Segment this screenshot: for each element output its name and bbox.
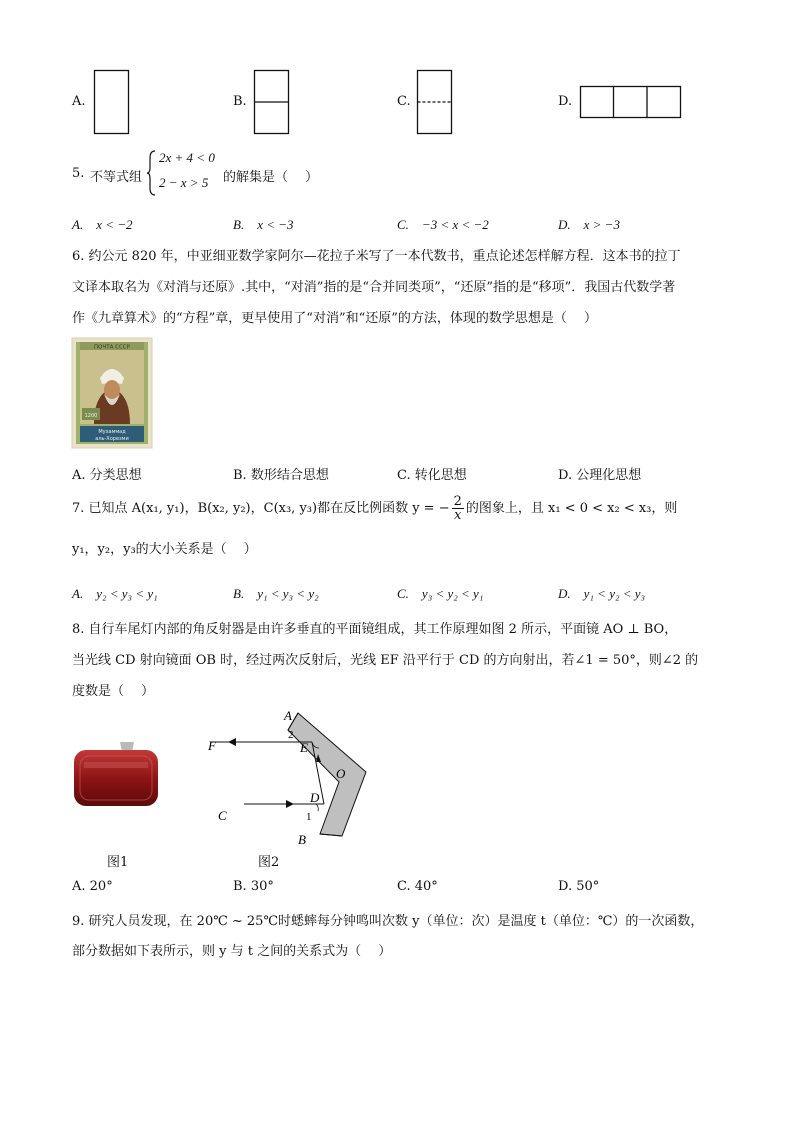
- q4-option-b-figure: [254, 70, 290, 134]
- q7-line-1: [72, 495, 677, 523]
- q6-line-3: 作《九章算术》的“方程”章，更早使用了“对消”和“还原”的方法，体现的数学思想是（ ）: [72, 311, 598, 326]
- q8-label-B: B: [298, 832, 306, 847]
- q6-option-d: D. 公理化思想: [558, 468, 642, 483]
- q8-label-D: D: [310, 790, 320, 805]
- q8-label-angle-2: 2: [288, 729, 294, 741]
- q8-label-F: F: [208, 738, 216, 753]
- q4-option-d-figure: [580, 86, 682, 120]
- q5-stem-pre: 不等式组: [90, 170, 143, 185]
- q9-line-1: 9. 研究人员发现，在 20℃ ~ 25℃时蟋蟀每分钟鸣叫次数 y（单位：次）是温度 t（单位：℃）的一次函数，: [72, 914, 704, 929]
- q4-option-b-label: B.: [233, 94, 247, 109]
- svg-text:аль-Хорезми: аль-Хорезми: [95, 436, 129, 442]
- q5-option-d: D. x > −3: [558, 217, 620, 232]
- q5-number: 5.: [72, 166, 85, 181]
- q4-option-a-figure: [94, 70, 130, 134]
- q7-fraction: [452, 495, 464, 522]
- q6-line-2: 文译本取名为《对消与还原》.其中，“对消”指的是“合并同类项”，“还原”指的是“移项”．我国古代数学著: [72, 280, 676, 295]
- q5-system-brace: [147, 150, 157, 196]
- q7-option-a: A. y₂ < y₃ < y₁: [72, 586, 158, 601]
- q8-line-1: 8. 自行车尾灯内部的角反射器是由许多垂直的平面镜组成，其工作原理如图 2 所示，平面镜 AO ⊥ BO，: [72, 622, 678, 637]
- q8-option-c: C. 40°: [397, 879, 438, 894]
- q6-stamp-image: [72, 338, 152, 448]
- q7-fraction-denominator: x: [454, 508, 462, 523]
- q4-option-c-label: C.: [397, 94, 411, 109]
- q7-option-b: B. y₁ < y₃ < y₂: [233, 586, 319, 601]
- svg-text:Мухаммад: Мухаммад: [98, 429, 126, 435]
- q6-option-b: B. 数形结合思想: [233, 468, 329, 483]
- q7-fraction-numerator: 2: [453, 494, 462, 509]
- q5-stem-post: 的解集是（ ）: [223, 170, 319, 185]
- q5-option-c: C. −3 < x < −2: [397, 217, 489, 232]
- q8-label-E: E: [300, 740, 308, 755]
- q5-option-b: B. x < −3: [233, 217, 294, 232]
- q4-option-d-label: D.: [558, 94, 573, 109]
- q5-option-a: A. x < −2: [72, 217, 133, 232]
- q8-figure-2-caption: 图2: [258, 855, 280, 870]
- q7-option-d: D. y₁ < y₂ < y₃: [558, 586, 646, 601]
- q7-option-c: C. y₃ < y₂ < y₁: [397, 586, 484, 601]
- q8-option-b: B. 30°: [233, 879, 274, 894]
- q6-line-1: 6. 约公元 820 年，中亚细亚数学家阿尔—花拉子米写了一本代数书，重点论述怎样解方程．这本书的拉丁: [72, 249, 681, 264]
- q8-option-d: D. 50°: [558, 879, 600, 894]
- q8-line-2: 当光线 CD 射向镜面 OB 时，经过两次反射后，光线 EF 沿平行于 CD 的方向射出，若∠1 = 50°，则∠2 的: [72, 653, 699, 668]
- q6-option-c: C. 转化思想: [397, 468, 467, 483]
- q7-line-2: y₁，y₂，y₃的大小关系是（ ）: [72, 542, 257, 557]
- q5-inequality-1: 2x + 4 < 0: [159, 150, 215, 165]
- q8-label-angle-1: 1: [306, 811, 312, 823]
- q8-figure-1-reflector-image: [72, 740, 160, 810]
- q7-line-1-a: 7. 已知点 A(x₁, y₁)，B(x₂, y₂)，C(x₃, y₃)都在反比例函数 y = −: [72, 501, 450, 516]
- q7-line-1-b: 的图象上，且 x₁ < 0 < x₂ < x₃，则: [465, 501, 678, 516]
- q8-label-C: C: [218, 808, 227, 823]
- svg-text:ПОЧТА СССР: ПОЧТА СССР: [94, 344, 130, 351]
- q4-option-a-label: A.: [72, 94, 86, 109]
- q8-label-O: O: [336, 766, 346, 781]
- q8-figure-2-diagram: [200, 708, 380, 848]
- q4-option-c-figure: [417, 70, 453, 134]
- q9-line-2: 部分数据如下表所示，则 y 与 t 之间的关系式为（ ）: [72, 944, 392, 959]
- q8-figure-1-caption: 图1: [107, 855, 129, 870]
- q5-inequality-2: 2 − x > 5: [159, 175, 209, 190]
- q8-option-a: A. 20°: [72, 879, 113, 894]
- q8-line-3: 度数是（ ）: [72, 684, 155, 699]
- q6-option-a: A. 分类思想: [72, 468, 142, 483]
- svg-text:1200: 1200: [84, 413, 98, 419]
- q8-label-A: A: [284, 708, 292, 723]
